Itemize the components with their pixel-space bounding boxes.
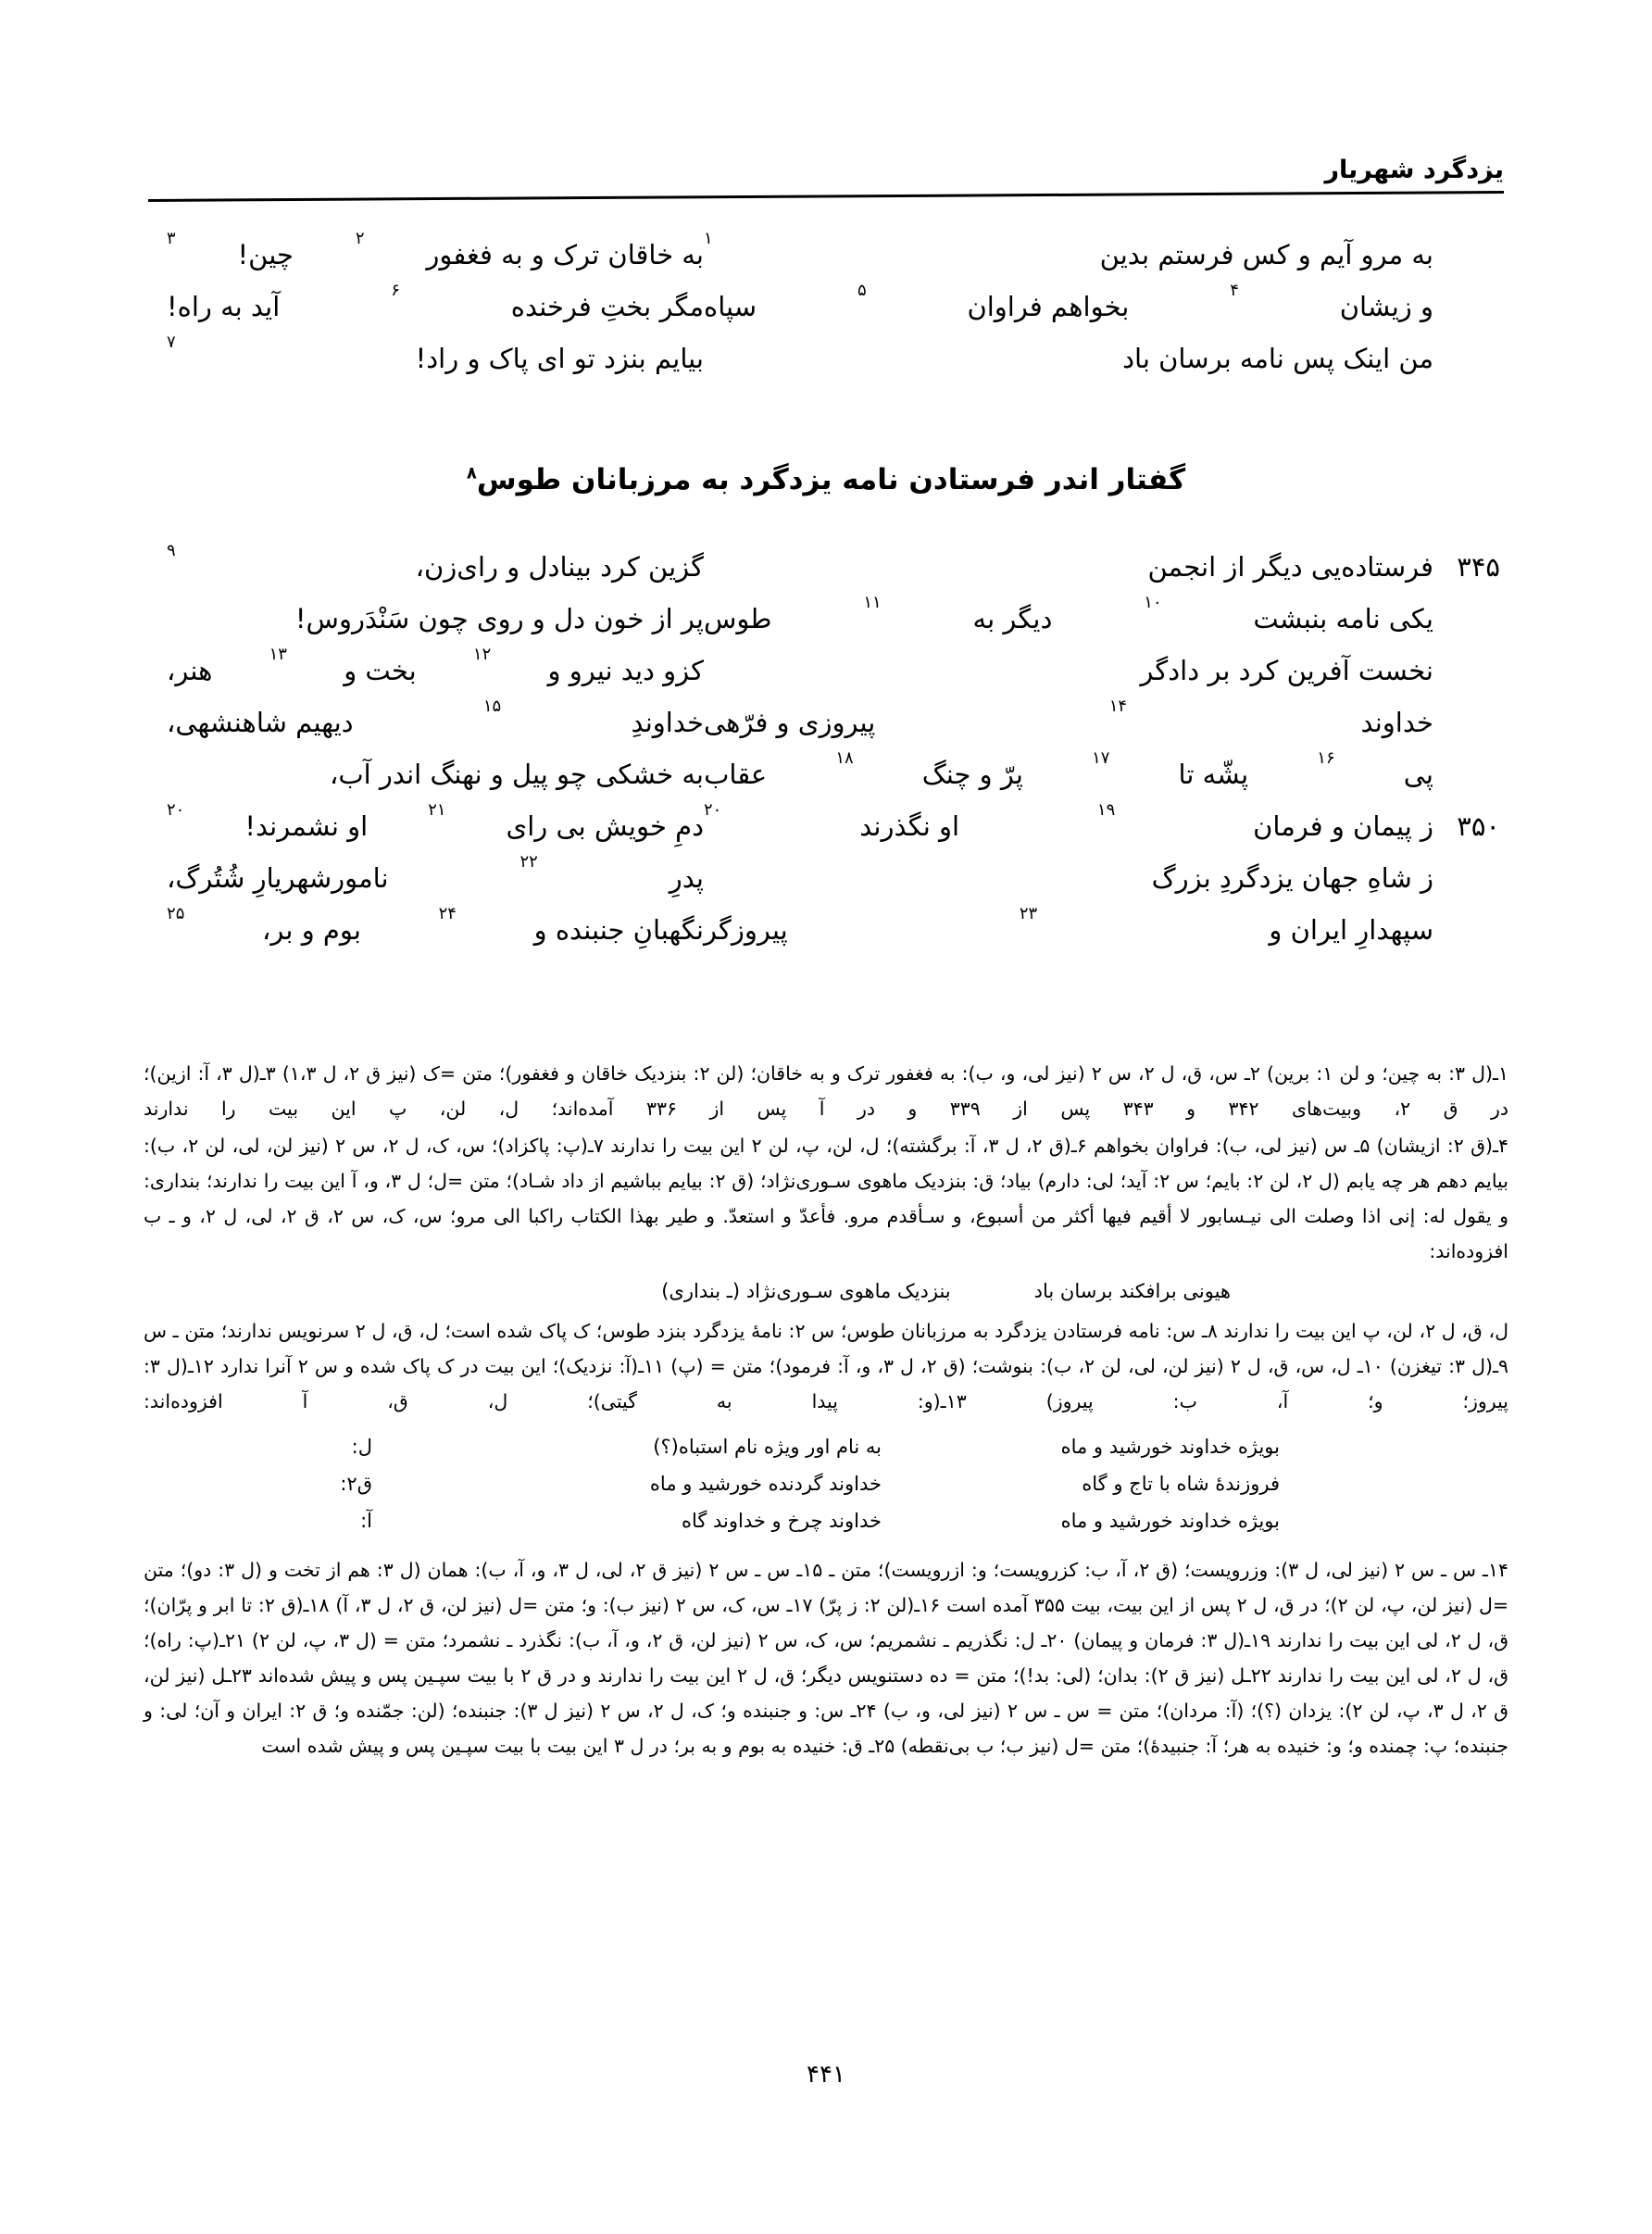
hemistich-a (704, 343, 1443, 374)
footnote-marker: ۲۰ (704, 800, 722, 820)
footnote-marker: ۳ (167, 229, 176, 248)
hemistich-a-text: ز پیمان و فرمان (1253, 810, 1433, 842)
hemistich-a-text4: عقاب (704, 759, 768, 790)
hemistich-a (704, 229, 1443, 270)
hemistich-a-text: ز شاهِ جهان یزدگردِ بزرگ (1151, 862, 1433, 894)
inset-variant-hemistich-a: هیونی برافکند برسان باد (1033, 1280, 1231, 1302)
inset-variant-line (144, 1273, 1508, 1310)
inset-variant-label: ل: (351, 1436, 372, 1458)
hemistich-b (148, 603, 704, 634)
inset-variant-label: آ: (360, 1510, 372, 1532)
footnote-marker: ۷ (167, 333, 176, 352)
hemistich-b-text: پر از خون دل و روی چون سَنْدَروس! (294, 603, 704, 634)
hemistich-a-tail: بخواهم فراوان (967, 291, 1130, 322)
footnote-marker: ۲۴ (438, 904, 457, 923)
footnote-marker: ۲ (355, 229, 365, 248)
hemistich-b-text2: نامورشهریارِ شُتُرگ، (167, 862, 389, 894)
hemistich-b-text: مگر بختِ فرخنده (510, 291, 704, 322)
hemistich-b-text2: بوم و بر، (262, 914, 361, 946)
inset-variant-hemistich-b: فروزندهٔ شاه با تاج و گاه (1082, 1473, 1280, 1495)
hemistich-a-text2: پشّه تا (1178, 759, 1249, 790)
verse-line (148, 333, 1504, 395)
hemistich-a (704, 551, 1443, 583)
running-head (148, 156, 1504, 207)
hemistich-b-text: به خشکی چو پیل و نهنگ اندر آب، (329, 759, 704, 790)
hemistich-b-text: کزو دید نیرو و (547, 655, 704, 686)
inset-variant-hemistich-a: خداوند گردنده خورشید و ماه (649, 1473, 882, 1495)
inset-variant-row (144, 1428, 1508, 1465)
hemistich-b (148, 697, 704, 738)
footnote-marker: ۱۸ (835, 748, 854, 768)
hemistich-a-text3: طوس (704, 603, 772, 634)
hemistich-a-text: و زیشان (1339, 291, 1433, 322)
inset-variant-label: ق۲: (340, 1473, 372, 1495)
inset-variant-hemistich-a: خداوند چرخ و خداوند گاه (681, 1510, 882, 1532)
inset-variant-hemistich-a: به نام اور ویژه نام استباه(؟) (653, 1436, 882, 1458)
verse-line (148, 852, 1504, 914)
hemistich-b-text: به خاقان ترک و به فغفور (426, 239, 704, 270)
footnote-marker: ۹ (167, 541, 176, 560)
verse-line (148, 800, 1504, 862)
footnote-paragraph: ۱ـ(ل ۳: به چین؛ و لن ۱: برین) ۲ـ س، ق، ل ۲، س ۲ (نیز لی، و، ب): به فغفور ترک و به خاقان؛ (لن ۲: بنزدیک خاقان و فغفور)؛ متن =ک (نیز ق ۲، ل ۱،۳) ۳ـ(ل ۳، آ: ازین)؛ در ق ۲، وبیت‌های ۳۴۲ و ۳۴۳ پس از ۳۳۹ و در آ پس از ۳۳۶ آمده‌اند؛ ل، لن، پ این بیت را ندارند (144, 1062, 1509, 1120)
bayt-number: ۳۵۰ (1457, 810, 1500, 842)
footnote-marker: ۱۵ (482, 697, 502, 716)
footnote-marker: ۲۳ (1019, 904, 1038, 923)
hemistich-b (148, 800, 704, 842)
verse-line (148, 904, 1504, 966)
hemistich-b (148, 904, 704, 946)
footnote-marker: ۱ (704, 229, 713, 248)
hemistich-b-text: گزین کرد بینادل و رای‌زن، (415, 551, 704, 583)
footnote-paragraph: ۱۴ـ س ـ س ۲ (نیز لی، ل ۳): وزرویست؛ (ق ۲، آ، ب: کزرویست؛ و: ازرویست)؛ متن ـ ۱۵ـ س ـ س ۲ (نیز ق ۲، لی، ل ۳، و، آ، ب): همان (ل ۳: هم از تخت و (ل ۳: دو)؛ متن =ل (نیز لن، پ، لن ۲)؛ در ق، ل ۲ پس از این بیت، بیت ۳۵۵ آمده است ۱۶ـ(لن ۲: ز پرّ) ۱۷ـ س، ک، س ۲ (نیز ب): و؛ متن =ل (نیز لن، ق ۲، ل ۳، آ) ۱۸ـ(ق ۲: تا ابر و پرّان)؛ ق، ل ۲، لی این بیت را ندارند ۱۹ـ(ل ۳: فرمان و پیمان) ۲۰ـ ل: نگذریم ـ نشمریم؛ س، ک، س ۲ (نیز لن، ق ۲، و، آ، ب): نگذرد ـ نشمرد؛ متن = (ل ۳، پ، لن ۲) ۲۱ـ(پ: راه)؛ ق، ل ۲، لی این بیت را ندارند ۲۲ـل (نیز ق ۲): بدان؛ (لی: بد!)؛ متن = ده دستنویس دیگر؛ ق، ل ۲ این بیت را ندارند و در ق ۲ با بیت سپـین پس و پیش شده‌اند ۲۳ـل (نیز لن، ق ۲، ل ۳، پ، لن ۲): یزدان (؟)؛ (آ: مردان)؛ متن = س ـ س ۲ (نیز لی، و، ب) ۲۴ـ س: و جنبنده و؛ ک، ل ۲، س ۲ (نیز ل ۳): جنبنده؛ (لن: جمّنده و؛ ق ۲: ایران و آن؛ لی: و جنبنده؛ پ: چمنده و؛ و: خنیده به هر؛ آ: جنبیدهٔ)؛ متن =ل (نیز ب؛ ب بی‌نقطه) ۲۵ـ ق: خنیده به بوم و به بر؛ در ل ۳ این بیت با بیت سپـین پس و پیش شده است (144, 1559, 1509, 1757)
hemistich-b-text2: او نشمرند! (244, 810, 369, 842)
footnote-paragraph: ۴ـ(ق ۲: ازیشان) ۵ـ س (نیز لی، ب): فراوان بخواهم ۶ـ(ق ۲، ل ۳، آ: برگشته)؛ ل، لن، پ، لن ۲ این بیت را ندارند ۷ـ(پ: پاکزاد)؛ س، ک، ل ۲، س ۲ (نیز لن، لی، لن ۲، ب): بیایم دهم هر چه یابم (ل ۲، لن ۲: بایم؛ س ۲: آید؛ لی: دارم) بیاد؛ ق: بنزدیک ماهوی سـوری‌نژاد؛ (ق ۲: بیایم بباشیم از داد شـاد)؛ متن =ل؛ ل ۳، و، آ این بیت را ندارند؛ بنداری: و یقول له: إنی اذا وصلت الی نیـسابور لا أقیم فیها أکثر من أسبوع، و سـأقدم مرو. فأعدّ و استعدّ. و طیر بهذا الکتاب راکبا الی مرو؛ س، ک، س ۲، ق ۲، لی، ل ۲، و ـ ب افزوده‌اند: (144, 1135, 1509, 1262)
hemistich-a (704, 862, 1443, 894)
inset-variant-hemistich-b: بنزدیک ماهوی سـوری‌نژاد (ـ بنداری) (661, 1280, 951, 1302)
footnote-marker: ۱۳ (269, 645, 287, 664)
inset-variant-row (144, 1502, 1508, 1539)
verse-line (148, 541, 1504, 603)
verse-line (148, 281, 1504, 343)
hemistich-b-text3: هنر، (167, 655, 213, 686)
hemistich-a (704, 593, 1443, 634)
section-heading-text: گفتار اندر فرستادن نامه یزدگرد به مرزبانان طوس (476, 463, 1186, 496)
footnote-marker: ۱۲ (472, 645, 492, 664)
hemistich-b-text: بیایم بنزد تو ای پاک و راد! (415, 343, 704, 374)
verse-block-top (148, 229, 1504, 395)
hemistich-b-text: پدرِ (669, 862, 704, 894)
footnote-marker: ۱۰ (1144, 593, 1162, 612)
hemistich-b (148, 333, 704, 374)
footnote-marker: ۲۲ (519, 852, 538, 872)
hemistich-b-text: خداوندِ (631, 707, 704, 738)
hemistich-b (148, 852, 704, 894)
hemistich-a-text: من اینک پس نامه برسان باد (1122, 343, 1433, 374)
footnote-marker: ۵ (857, 281, 867, 300)
verse-line (148, 748, 1504, 810)
verse-line (148, 645, 1504, 707)
hemistich-a-text: فرستاده‌یی دیگر از انجمن (1147, 551, 1433, 583)
footnote-marker: ۱۴ (1108, 697, 1128, 716)
footnote-marker: ۴ (1230, 281, 1239, 300)
hemistich-a-text: نخست آفرین کرد بر دادگر (1140, 655, 1433, 686)
hemistich-a (704, 904, 1443, 946)
hemistich-a (704, 655, 1443, 686)
footnote-marker: ۱۷ (1092, 748, 1110, 768)
hemistich-a-text2: پیروزگر (704, 914, 788, 946)
footnote-marker: ۲۵ (167, 904, 185, 923)
hemistich-a-tail2: سپاه (704, 291, 757, 322)
footnote-marker: ۱۶ (1317, 748, 1335, 768)
bayt-number: ۳۴۵ (1457, 551, 1500, 583)
hemistich-b (148, 281, 704, 322)
hemistich-a-text: یکی نامه بنبشت (1253, 603, 1433, 634)
hemistich-b (148, 541, 704, 583)
hemistich-a (704, 281, 1443, 322)
footnote-marker: ۱۹ (1096, 800, 1116, 820)
verse-line (148, 593, 1504, 655)
verse-line (148, 229, 1504, 291)
hemistich-a-text: به مرو آیم و کس فرستم بدین (1099, 239, 1433, 270)
footnote-marker: ۱۱ (863, 593, 882, 612)
footnote-apparatus (144, 1056, 1508, 1763)
running-head-title: یزدگرد شهریار (1324, 156, 1504, 184)
hemistich-a (704, 800, 1443, 842)
verse-block-main (148, 541, 1504, 966)
footnote-marker: ۶ (391, 281, 400, 300)
hemistich-a-text: سپهدارِ ایران و (1269, 914, 1433, 946)
verse-line (148, 697, 1504, 759)
hemistich-b (148, 229, 704, 270)
hemistich-a-text: پی (1403, 759, 1433, 790)
hemistich-b-text2: بخت و (344, 655, 417, 686)
inset-variant-row (144, 1465, 1508, 1502)
inset-variant-hemistich-b: بویژه خداوند خورشید و ماه (1060, 1436, 1280, 1458)
hemistich-a-text2: او نگذرند (859, 810, 960, 842)
hemistich-b (148, 759, 704, 790)
hemistich-b-text2: دیهیم شاهنشهی، (167, 707, 354, 738)
hemistich-a-text: خداوند (1360, 707, 1433, 738)
hemistich-a-text2: پیروزی و فرّهی (704, 707, 876, 738)
inset-variant-hemistich-b: بویژه خداوند خورشید و ماه (1060, 1510, 1280, 1532)
hemistich-a (704, 748, 1443, 790)
footnote-marker: ۸ (466, 463, 477, 483)
hemistich-b-text: نگهبانِ جنبنده و (533, 914, 704, 946)
hemistich-a-text3: پرّ و چنگ (921, 759, 1023, 790)
hemistich-b (148, 645, 704, 686)
section-heading (148, 463, 1504, 496)
footnote-marker: ۲۱ (428, 800, 446, 820)
hemistich-a-text2: دیگر به (972, 603, 1053, 634)
footnote-paragraph: ل، ق، ل ۲، لن، پ این بیت را ندارند ۸ـ س: نامه فرستادن یزدگرد به مرزبانان طوس؛ س ۲: نامهٔ یزدگرد بنزد طوس؛ ک پاک شده است؛ ل، ق، ل ۲ سرنویس ندارند؛ متن ـ س ۹ـ(ل ۳: تیغزن) ۱۰ـ ل، س، ق، ل ۲ (نیز لن، لی، لن ۲، ب): بنوشت؛ (ق ۲، ل ۳، و، آ: فرمود)؛ متن = (پ) ۱۱ـ(آ: نزدیک)؛ این بیت در ک پاک شده و س ۲ آنرا ندارد ۱۲ـ(ل ۳: پیروز؛ و؛ آ، ب: پیروز) ۱۳ـ(و: پیدا به گیتی)؛ ل، ق، آ افزوده‌اند: (144, 1320, 1509, 1412)
page-number: ۴۴۱ (807, 2061, 845, 2089)
hemistich-b-tail: آید به راه! (167, 291, 281, 322)
hemistich-a (704, 697, 1443, 738)
footnote-marker: ۲۰ (167, 800, 185, 820)
hemistich-b-text: دمِ خویش بی رای (506, 810, 704, 842)
running-head-rule (148, 191, 1504, 202)
hemistich-b-tail: چین! (237, 239, 294, 270)
